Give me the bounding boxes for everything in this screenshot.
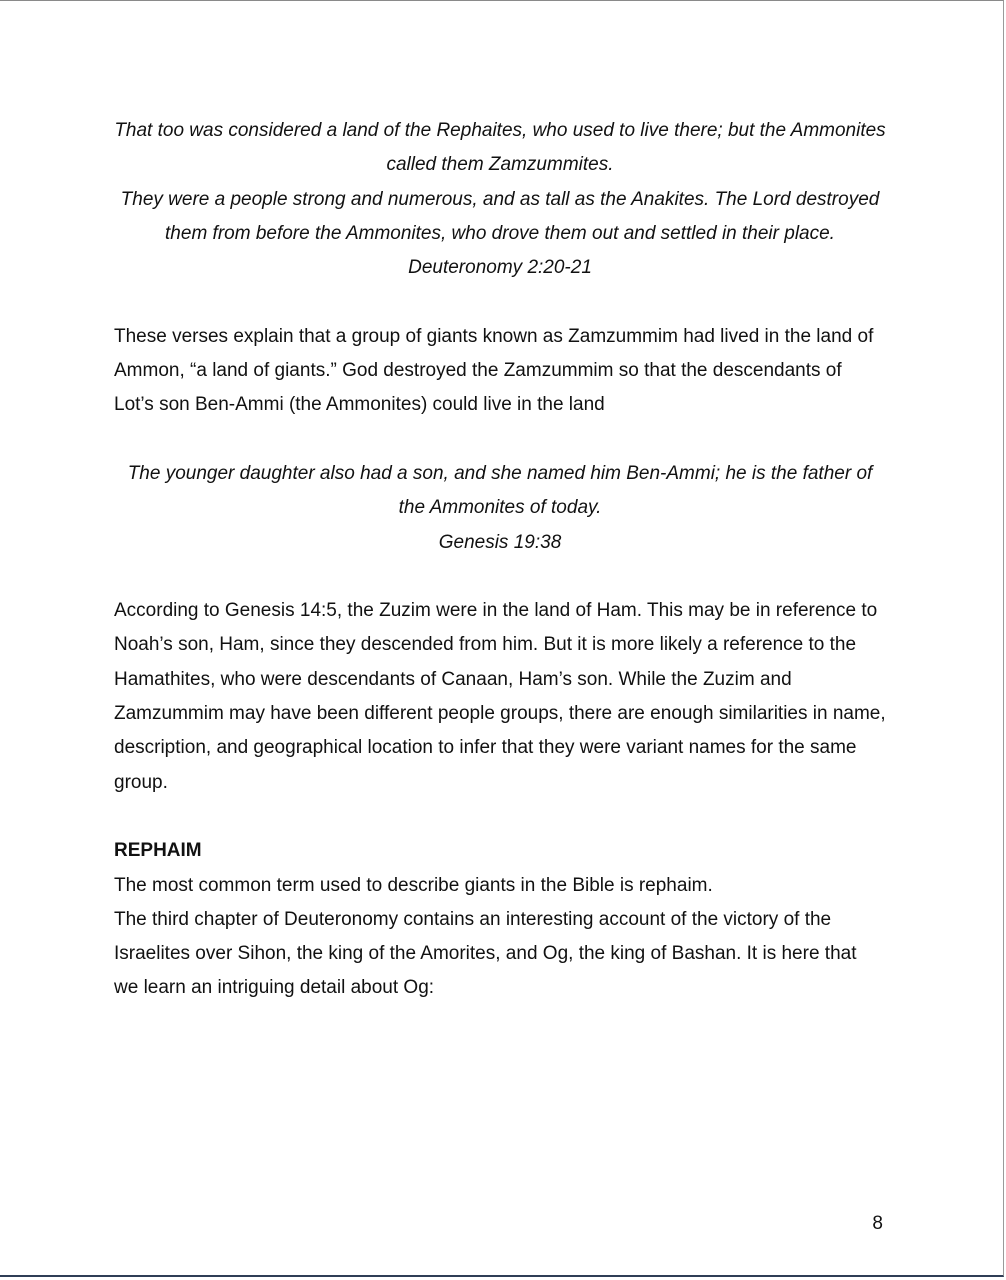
quote-reference: Deuteronomy 2:20-21 (408, 257, 592, 279)
spacer (114, 285, 886, 319)
spacer (114, 800, 886, 834)
section-heading: REPHAIM (114, 840, 202, 862)
quote-line-anakites: They were a people strong and numerous, and as tall as the Anakites. The Lord destroyed them from before the Ammonites, who drove them out and settled in their place. (120, 188, 880, 244)
spacer (114, 423, 886, 457)
scripture-quote-deuteronomy (114, 114, 886, 285)
quote-line-rephaites: That too was considered a land of the Rephaites, who used to live there; but the Ammonites called them Zamzummites. (114, 120, 886, 176)
quote-reference: Genesis 19:38 (438, 531, 562, 553)
scripture-quote-genesis (114, 457, 886, 560)
paragraph-zuzim: According to Genesis 14:5, the Zuzim were in the land of Ham. This may be in reference to Noah’s son, Ham, since they descended from him. But it is more likely a reference to the Hamathites, who were descendants of Canaan, Ham’s son. While the Zuzim and Zamzummim may have been different people groups, there are enough similarities in name, description, and geographical location to infer that they were variant names for the same group. (114, 600, 886, 793)
spacer (114, 560, 886, 594)
paragraph-og-account: The third chapter of Deuteronomy contains an interesting account of the victory of the Israelites over Sihon, the king of the Amorites, and Og, the king of Bashan. It is here that we learn an intriguing detail about Og: (114, 908, 857, 999)
page-number: 8 (872, 1213, 883, 1234)
paragraph-rephaim-definition: The most common term used to describe giants in the Bible is rephaim. (114, 874, 713, 896)
paragraph-zamzummim: These verses explain that a group of giants known as Zamzummim had lived in the land of Ammon, “a land of giants.” God destroyed the Zamzummim so that the descendants of Lot’s son Ben-Ammi (the Ammonites) could live in the land (114, 325, 874, 416)
quote-line-ben-ammi: The younger daughter also had a son, and she named him Ben-Ammi; he is the father of the Ammonites of today. (127, 462, 873, 519)
page-content (114, 114, 886, 1006)
